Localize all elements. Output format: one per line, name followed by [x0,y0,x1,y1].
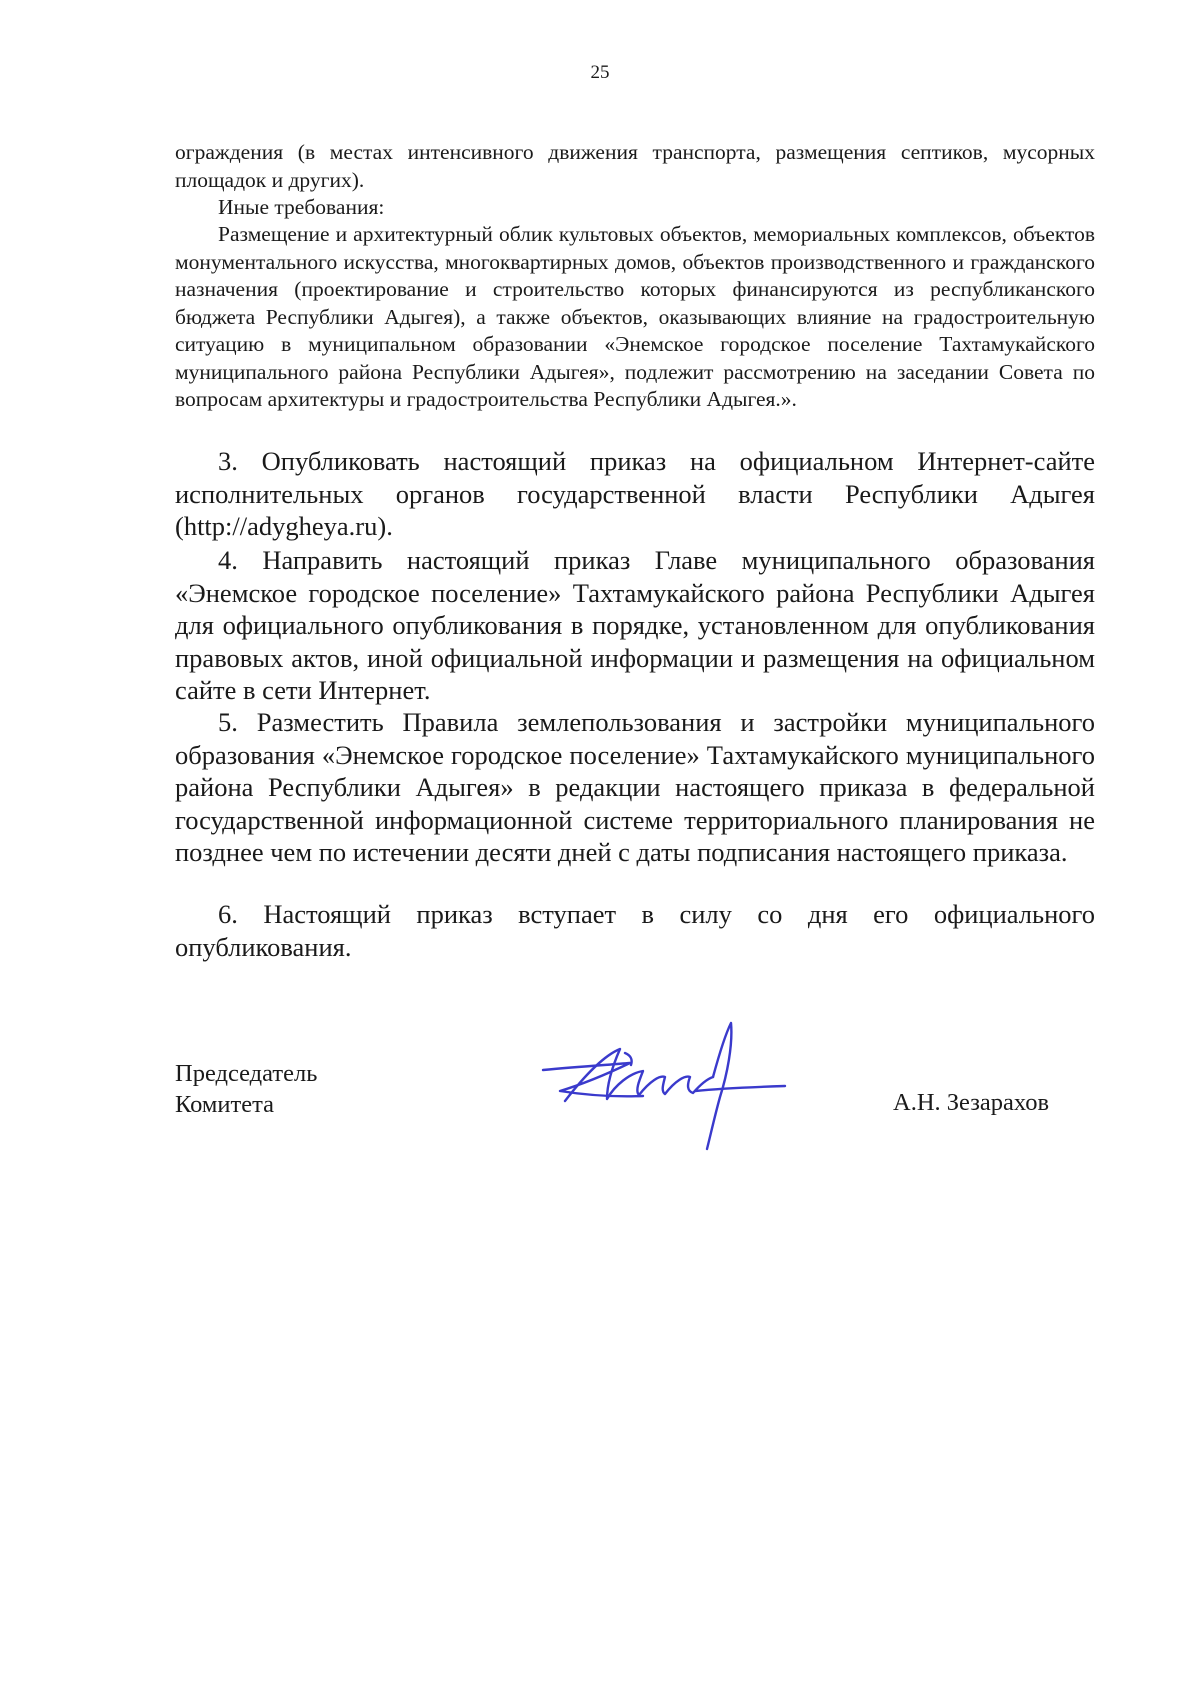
signatory-name: А.Н. Зезарахов [893,1089,1050,1116]
paragraph-text: Иные требования: [218,195,385,219]
signatory-title-line-1: Председатель [175,1060,318,1087]
paragraph-text: 4. Направить настоящий приказ Главе муниципального образования «Энемское городское поселение» Тахтамукайского района Республики Адыгея для официального опубликования в порядке, установленном для опубликования правовых актов, иной официальной информации и размещения на официальном сайте в сети Интернет. [175,545,1095,705]
paragraph-fencing [175,139,1095,194]
paragraph-other-requirements-heading [175,194,1095,222]
signatory-title-line-2: Комитета [175,1091,274,1118]
page-number: 25 [590,62,610,83]
paragraph-text: 5. Разместить Правила землепользования и застройки муниципального образования «Энемское городское поселение» Тахтамукайского муниципального района Республики Адыгея» в редакции настоящего приказа в федеральной государственной информационной системе территориального планирования не позднее чем по истечении десяти дней с даты подписания настоящего приказа. [175,707,1095,867]
paragraph-item-4 [175,544,1095,707]
paragraph-text: Размещение и архитектурный облик культовых объектов, мемориальных комплексов, объектов монументального искусства, многоквартирных домов, объектов производственного и гражданского назначения (проектирование и строительство которых финансируются из республиканского бюджета Республики Адыгея), а также объектов, оказывающих влияние на градостроительную ситуацию в муниципальном образовании «Энемское городское поселение Тахтамукайского муниципального района Республики Адыгея», подлежит рассмотрению на заседании Совета по вопросам архитектуры и градостроительства Республики Адыгея.». [175,222,1095,411]
paragraph-text: 3. Опубликовать настоящий приказ на официальном Интернет-сайте исполнительных органов государственной власти Республики Адыгея (http://adygheya.ru). [175,446,1095,541]
paragraph-item-3 [175,445,1095,543]
paragraph-item-5 [175,706,1095,869]
paragraph-architecture-requirements [175,221,1095,414]
signatory-title [175,1058,317,1120]
paragraph-item-6 [175,898,1095,963]
handwritten-signature [535,1015,795,1155]
paragraph-text: ограждения (в местах интенсивного движения транспорта, размещения септиков, мусорных площадок и других). [175,140,1095,192]
paragraph-text: 6. Настоящий приказ вступает в силу со дня его официального опубликования. [175,899,1095,962]
